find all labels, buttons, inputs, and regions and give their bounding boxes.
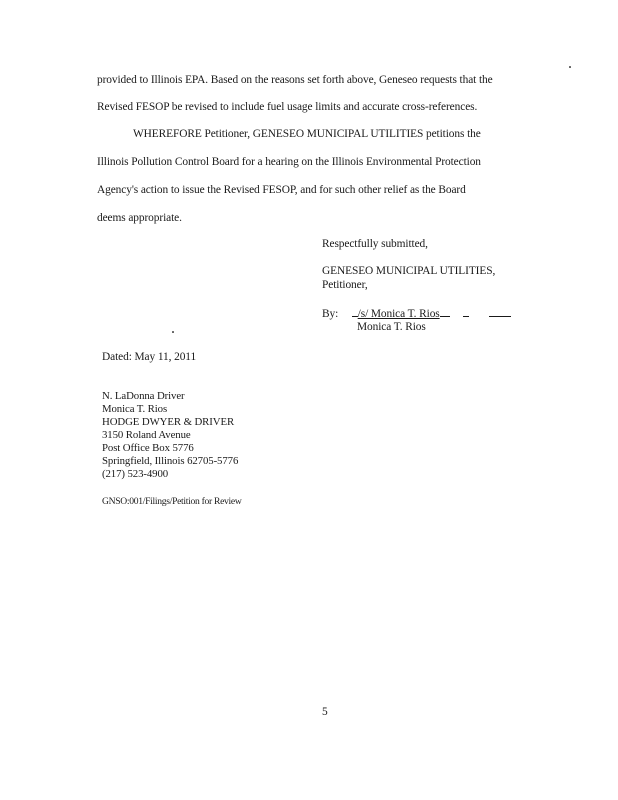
signature-underline-mid <box>440 307 450 317</box>
firm-phone: (217) 523-4900 <box>102 468 169 480</box>
signature-closing: Respectfully submitted, <box>322 238 428 250</box>
body-paragraph-2-line-2: Illinois Pollution Control Board for a hearing on the Illinois Environmental Protection <box>97 156 481 168</box>
scan-speck <box>172 331 174 333</box>
counsel-name-1: N. LaDonna Driver <box>102 390 185 402</box>
body-paragraph-2-line-1: WHEREFORE Petitioner, GENESEO MUNICIPAL UTILITIES petitions the <box>133 128 481 140</box>
firm-city-state-zip: Springfield, Illinois 62705-5776 <box>102 455 239 467</box>
signatory-name: Monica T. Rios <box>357 321 426 333</box>
scan-speck <box>569 66 571 68</box>
signature-organization: GENESEO MUNICIPAL UTILITIES, <box>322 265 496 277</box>
signature-by-line <box>322 307 511 320</box>
law-firm-name: HODGE DWYER & DRIVER <box>102 416 235 428</box>
signature-underline-dash <box>463 307 469 317</box>
signature-underline-tail <box>489 307 511 317</box>
firm-po-box: Post Office Box 5776 <box>102 442 194 454</box>
signature-role: Petitioner, <box>322 279 368 291</box>
body-paragraph-2-line-3: Agency's action to issue the Revised FESOP, and for such other relief as the Board <box>97 184 466 196</box>
body-paragraph-2-line-4: deems appropriate. <box>97 212 182 224</box>
body-paragraph-1-line-1: provided to Illinois EPA. Based on the reasons set forth above, Geneseo requests that the <box>97 74 493 86</box>
file-reference: GNSO:001/Filings/Petition for Review <box>102 496 242 507</box>
date-line: Dated: May 11, 2011 <box>102 351 197 363</box>
page-number: 5 <box>322 706 328 718</box>
electronic-signature: /s/ Monica T. Rios <box>357 308 440 320</box>
firm-street-address: 3150 Roland Avenue <box>102 429 191 441</box>
counsel-name-2: Monica T. Rios <box>102 403 168 415</box>
signature-by-label: By: <box>322 308 339 320</box>
body-paragraph-1-line-2: Revised FESOP be revised to include fuel usage limits and accurate cross-references. <box>97 101 478 113</box>
